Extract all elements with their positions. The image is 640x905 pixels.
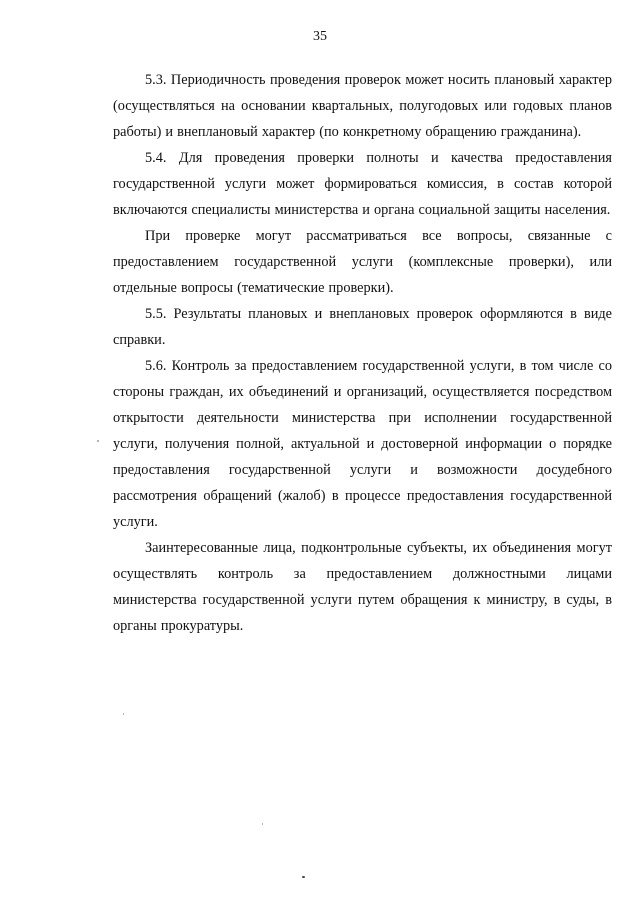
paragraph-5-6: 5.6. Контроль за предоставлением государственной услуги, в том числе со стороны граждан, их объединений и организаций, осуществляется посредством открытости деятельности министерства при исполнении государственной услуги, получения полной, актуальной и достоверной информации о порядке предоставления государственной услуги и возможности досудебного рассмотрения обращений (жалоб) в процессе предоставления государственной услуги. <box>113 358 612 530</box>
document-body <box>113 67 612 639</box>
scan-speck <box>97 440 99 442</box>
paragraph-5-5: 5.5. Результаты плановых и внеплановых проверок оформляются в виде справки. <box>113 306 612 348</box>
paragraph-5-4: 5.4. Для проведения проверки полноты и качества предоставления государственной услуги может формироваться комиссия, в состав которой включаются специалисты министерства и органа социальной защиты населения. <box>113 150 612 218</box>
scan-speck <box>262 823 263 825</box>
paragraph-inspection-scope: При проверке могут рассматриваться все вопросы, связанные с предоставлением государственной услуги (комплексные проверки), или отдельные вопросы (тематические проверки). <box>113 228 612 296</box>
paragraph-interested-parties: Заинтересованные лица, подконтрольные субъекты, их объединения могут осуществлять контроль за предоставлением должностными лицами министерства государственной услуги путем обращения к министру, в суды, в органы прокуратуры. <box>113 540 612 634</box>
scan-speck <box>302 876 305 878</box>
paragraph-5-3: 5.3. Периодичность проведения проверок может носить плановый характер (осуществляться на основании квартальных, полугодовых или годовых планов работы) и внеплановый характер (по конкретному обращению гражданина). <box>113 72 612 140</box>
scan-speck <box>123 713 124 715</box>
page-number: 35 <box>313 29 327 44</box>
